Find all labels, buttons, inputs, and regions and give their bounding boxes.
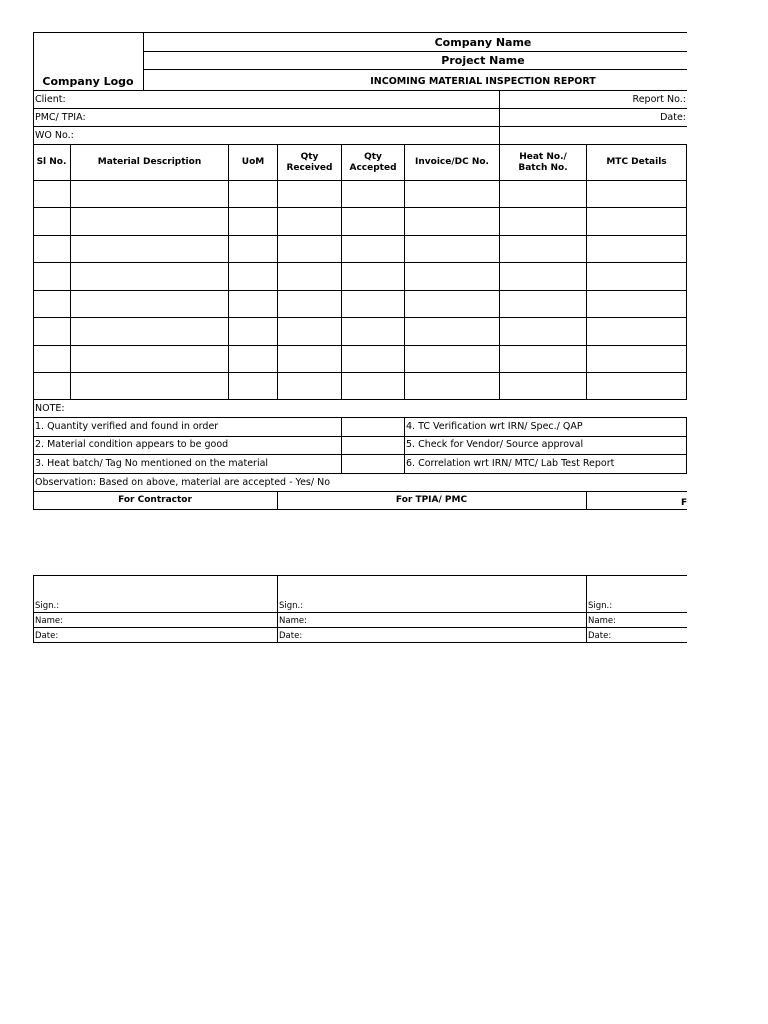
- contractor-sign-label: Sign.:: [35, 601, 60, 611]
- grid-line: [686, 417, 687, 473]
- third-party-heading: F: [681, 498, 687, 508]
- grid-line: [33, 473, 687, 474]
- grid-line: [404, 144, 405, 399]
- grid-line: [33, 642, 687, 643]
- note-item: 6. Correlation wrt IRN/ MTC/ Lab Test Report: [406, 458, 615, 469]
- date-field: Date:: [660, 112, 686, 123]
- tpia-name-label: Name:: [279, 616, 307, 626]
- column-header-uom: UoM: [241, 157, 265, 167]
- grid-line: [33, 317, 687, 318]
- grid-line: [33, 262, 687, 263]
- for-tpia-pmc-heading: For TPIA/ PMC: [395, 495, 468, 505]
- report-number-field: Report No.:: [632, 94, 686, 105]
- pmc-tpia-field: PMC/ TPIA:: [35, 112, 86, 123]
- tpia-date-label: Date:: [279, 631, 303, 641]
- third-date-label: Date:: [588, 631, 612, 641]
- third-sign-label: Sign.:: [588, 601, 613, 611]
- grid-line: [33, 207, 687, 208]
- grid-line: [228, 144, 229, 399]
- column-header-sl-no: Sl No.: [36, 157, 67, 167]
- grid-line: [341, 144, 342, 399]
- for-contractor-heading: For Contractor: [118, 495, 192, 505]
- grid-line: [33, 627, 687, 628]
- grid-line: [33, 612, 687, 613]
- grid-line: [33, 32, 687, 33]
- tpia-sign-label: Sign.:: [279, 601, 304, 611]
- note-heading: NOTE:: [35, 403, 65, 414]
- note-item: 5. Check for Vendor/ Source approval: [406, 439, 584, 450]
- grid-line: [586, 491, 587, 509]
- note-item: 4. TC Verification wrt IRN/ Spec./ QAP: [406, 421, 583, 432]
- column-header-mtc-details: MTC Details: [606, 157, 667, 167]
- column-header-qty-accepted: Qty Accepted: [349, 151, 397, 173]
- grid-line: [33, 32, 34, 510]
- grid-line: [33, 509, 687, 510]
- observation-text: Observation: Based on above, material are accepted - Yes/ No: [35, 477, 331, 488]
- note-item: 1. Quantity verified and found in order: [35, 421, 219, 432]
- grid-line: [143, 69, 687, 70]
- contractor-date-label: Date:: [35, 631, 59, 641]
- company-logo: Company Logo: [42, 75, 134, 88]
- grid-line: [33, 180, 687, 181]
- grid-line: [33, 108, 687, 109]
- grid-line: [33, 290, 687, 291]
- grid-line: [277, 575, 278, 642]
- client-field: Client:: [35, 94, 66, 105]
- grid-line: [686, 144, 687, 399]
- grid-line: [33, 372, 687, 373]
- grid-line: [33, 126, 687, 127]
- grid-line: [33, 399, 687, 400]
- wo-number-field: WO No.:: [35, 130, 74, 141]
- column-header-qty-received: Qty Received: [286, 151, 333, 173]
- column-header-material-description: Material Description: [97, 157, 202, 167]
- third-name-label: Name:: [588, 616, 616, 626]
- column-header-invoice-dc-no: Invoice/DC No.: [415, 157, 489, 167]
- grid-line: [404, 417, 405, 473]
- project-name: Project Name: [441, 54, 525, 67]
- report-title: INCOMING MATERIAL INSPECTION REPORT: [370, 76, 596, 87]
- column-header-heat-batch-no: Heat No./ Batch No.: [518, 151, 568, 173]
- note-item: 2. Material condition appears to be good: [35, 439, 229, 450]
- grid-line: [33, 417, 687, 418]
- grid-line: [341, 417, 342, 473]
- grid-line: [33, 90, 687, 91]
- grid-line: [499, 144, 500, 399]
- grid-line: [33, 436, 687, 437]
- grid-line: [33, 235, 687, 236]
- grid-line: [33, 575, 34, 642]
- grid-line: [586, 144, 587, 399]
- contractor-name-label: Name:: [35, 616, 63, 626]
- grid-line: [33, 454, 687, 455]
- grid-line: [70, 144, 71, 399]
- grid-line: [277, 144, 278, 399]
- note-item: 3. Heat batch/ Tag No mentioned on the material: [35, 458, 269, 469]
- company-name: Company Name: [434, 36, 532, 49]
- grid-line: [586, 575, 587, 642]
- grid-line: [33, 575, 687, 576]
- grid-line: [33, 491, 687, 492]
- grid-line: [33, 345, 687, 346]
- grid-line: [143, 51, 687, 52]
